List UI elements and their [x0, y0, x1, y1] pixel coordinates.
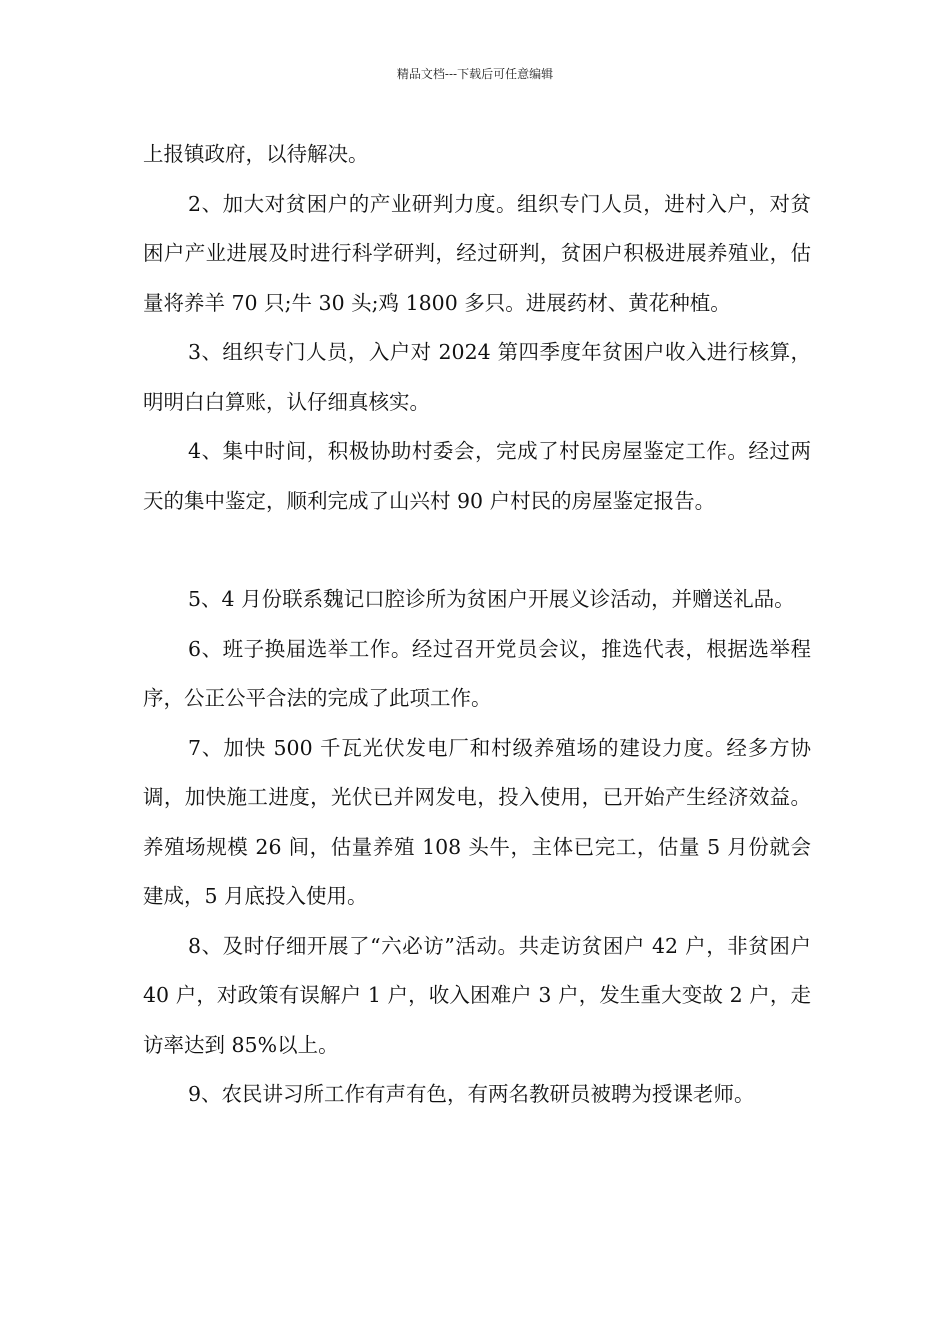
paragraph-item-3: 3、组织专门人员，入户对 2024 第四季度年贫困户收入进行核算，明明白白算账，认仔细真核实。 — [143, 340, 811, 414]
paragraph-item-9: 9、农民讲习所工作有声有色，有两名教研员被聘为授课老师。 — [188, 1082, 755, 1106]
paragraph-continuation: 上报镇政府，以待解决。 — [143, 142, 369, 166]
paragraph-item-2: 2、加大对贫困户的产业研判力度。组织专门人员，进村入户，对贫困户产业进展及时进行科学研判，经过研判，贫困户积极进展养殖业，估量将养羊 70 只;牛 30 头;鸡 1800 多只。进展药材、黄花种植。 — [143, 191, 811, 315]
page-header: 精品文档---下载后可任意编辑 — [396, 67, 554, 81]
paragraph-item-4: 4、集中时间，积极协助村委会，完成了村民房屋鉴定工作。经过两天的集中鉴定，顺利完成了山兴村 90 户村民的房屋鉴定报告。 — [143, 439, 811, 513]
blank-line — [143, 526, 811, 575]
paragraph-item-5: 5、4 月份联系魏记口腔诊所为贫困户开展义诊活动，并赠送礼品。 — [188, 587, 795, 611]
paragraph-item-8: 8、及时仔细开展了“六必访”活动。共走访贫困户 42 户，非贫困户 40 户，对政策有误解户 1 户，收入困难户 3 户，发生重大变故 2 户，走访率达到 85%以上。 — [143, 933, 811, 1057]
document-body — [143, 130, 811, 1120]
paragraph-item-6: 6、班子换届选举工作。经过召开党员会议，推选代表，根据选举程序，公正公平合法的完成了此项工作。 — [143, 636, 811, 710]
paragraph-item-7: 7、加快 500 千瓦光伏发电厂和村级养殖场的建设力度。经多方协调，加快施工进度，光伏已并网发电，投入使用，已开始产生经济效益。养殖场规模 26 间，估量养殖 108 头牛，主体已完工，估量 5 月份就会建成，5 月底投入使用。 — [143, 735, 811, 908]
